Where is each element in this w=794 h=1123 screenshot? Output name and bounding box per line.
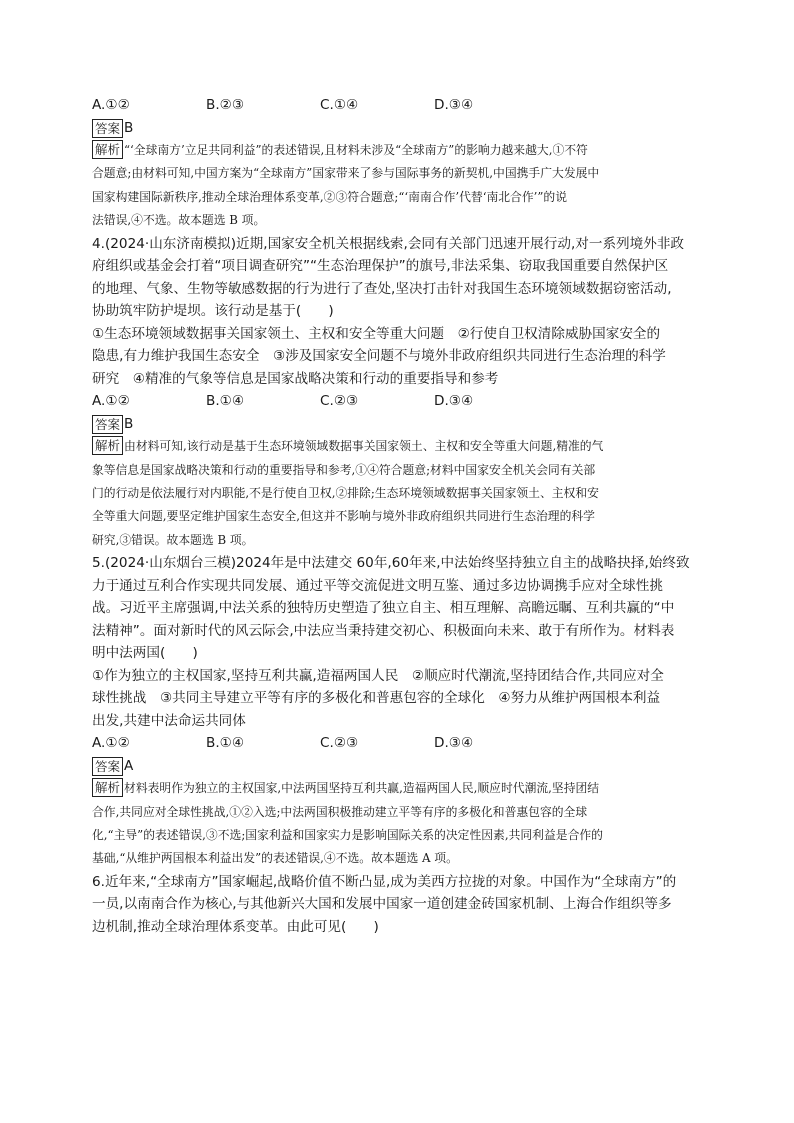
statement-line: 研究 ④精准的气象等信息是国家战略决策和行动的重要指导和参考 — [92, 370, 499, 387]
statement-line: 隐患,有力维护我国生态安全 ③涉及国家安全问题不与境外非政府组织共同进行生态治理的科学 — [92, 348, 666, 365]
explanation-line: 由材料可知,该行动是基于生态环境领域数据事关国家领土、主权和安全等重大问题,精准的气 — [124, 439, 604, 454]
explanation-line: “‘全球南方’立足共同利益”的表述错误,且材料未涉及“全球南方”的影响力越来越大,①不符 — [124, 143, 588, 157]
explanation-line: 全等重大问题,要坚定维护国家生态安全,但这并不影响与境外非政府组织共同进行生态治理的科学 — [92, 509, 595, 524]
stem-line: 的地理、气象、生物等敏感数据的行为进行了查处,坚决打击针对我国生态环境领域数据窃密活动, — [92, 280, 672, 297]
statement-line: 出发,共建中法命运共同体 — [92, 712, 246, 729]
answer-label: 答案 — [92, 119, 123, 138]
q4-option-a[interactable]: A.①② — [92, 393, 130, 410]
explanation-label: 解析 — [92, 778, 123, 797]
q5-stem — [92, 552, 712, 665]
q5-statements — [92, 665, 712, 733]
statement-line: ①作为独立的主权国家,坚持互利共赢,造福两国人民 ②顺应时代潮流,坚持团结合作,共同应对全 — [92, 667, 664, 684]
q5-option-a[interactable]: A.①② — [92, 735, 130, 752]
q3-explanation — [92, 139, 712, 233]
q3-answer — [92, 117, 712, 139]
explanation-line: 合作,共同应对全球性挑战,①②入选;中法两国积极推动建立平等有序的多极化和普惠包容的全球 — [92, 804, 588, 819]
stem-line: 战。习近平主席强调,中法关系的独特历史塑造了独立自主、相互理解、高瞻远瞩、互利共赢的“中 — [92, 600, 675, 617]
stem-line: 5.(2024·山东烟台三模)2024年是中法建交 60年,60年来,中法始终坚持独立自主的战略抉择,始终致 — [92, 555, 690, 572]
stem-line: 边机制,推动全球治理体系变革。由此可见( ) — [92, 918, 379, 935]
stem-line: 府组织或基金会打着“项目调查研究”“生态治理保护”的旗号,非法采集、窃取我国重要自然保护区 — [92, 258, 669, 275]
statement-line: 球性挑战 ③共同主导建立平等有序的多极化和普惠包容的全球化 ④努力从维护两国根本利益 — [92, 690, 661, 707]
q3-option-a[interactable]: A.①② — [92, 97, 130, 113]
explanation-label: 解析 — [92, 436, 123, 455]
q6-stem — [92, 871, 712, 939]
explanation-line: 国家构建国际新秩序,推动全球治理体系变革,②③符合题意;“‘南南合作’代替‘南北合作’”的说 — [92, 189, 568, 204]
q4-option-d[interactable]: D.③④ — [434, 393, 474, 410]
stem-line: 4.(2024·山东济南模拟)近期,国家安全机关根据线索,会同有关部门迅速开展行动,对一系列境外非政 — [92, 235, 685, 252]
stem-line: 6.近年来,“全球南方”国家崛起,战略价值不断凸显,成为美西方拉拢的对象。中国作为“全球南方”的 — [92, 873, 677, 890]
explanation-line: 化,“主导”的表述错误,③不选;国家利益和国家实力是影响国际关系的决定性因素,共同利益是合作的 — [92, 827, 603, 842]
stem-line: 明中法两国( ) — [92, 645, 198, 662]
question-page — [92, 94, 712, 938]
q5-option-d[interactable]: D.③④ — [434, 735, 474, 752]
q4-options — [92, 390, 712, 412]
q5-option-c[interactable]: C.②③ — [320, 735, 359, 752]
explanation-label: 解析 — [92, 140, 123, 159]
q5-options — [92, 732, 712, 754]
q3-options — [92, 94, 712, 116]
q4-option-b[interactable]: B.①④ — [206, 393, 245, 410]
explanation-line: 象等信息是国家战略决策和行动的重要指导和参考,①④符合题意;材料中国家安全机关会同有关部 — [92, 462, 596, 477]
stem-line: 一员,以南南合作为核心,与其他新兴大国和发展中国家一道创建金砖国家机制、上海合作组织等多 — [92, 896, 672, 913]
explanation-line: 基础,“从维护两国根本利益出发”的表述错误,④不选。故本题选 A 项。 — [92, 851, 458, 866]
answer-value: B — [124, 120, 134, 136]
explanation-line: 材料表明作为独立的主权国家,中法两国坚持互利共赢,造福两国人民,顺应时代潮流,坚持团结 — [124, 781, 600, 796]
explanation-line: 研究,③错误。故本题选 B 项。 — [92, 532, 254, 547]
answer-value: A — [124, 758, 134, 775]
q4-explanation — [92, 435, 712, 552]
stem-line: 力于通过互利合作实现共同发展、通过平等交流促进文明互鉴、通过多边协调携手应对全球性挑 — [92, 577, 663, 594]
explanation-line: 合题意;由材料可知,中国方案为“全球南方”国家带来了参与国际事务的新契机,中国携手广大发展中 — [92, 166, 600, 181]
answer-label: 答案 — [92, 415, 123, 434]
q4-statements — [92, 323, 712, 391]
explanation-line: 门的行动是依法履行对内职能,不是行使自卫权,②排除;生态环境领域数据事关国家领土、主权和安 — [92, 485, 599, 500]
q5-explanation — [92, 777, 712, 871]
q3-option-b[interactable]: B.②③ — [206, 97, 245, 113]
q4-option-c[interactable]: C.②③ — [320, 393, 359, 410]
q3-option-c[interactable]: C.①④ — [320, 97, 359, 113]
stem-line: 协助筑牢防护堤坝。该行动是基于( ) — [92, 303, 334, 320]
q5-answer — [92, 755, 712, 777]
q4-answer — [92, 413, 712, 435]
statement-line: ①生态环境领域数据事关国家领土、主权和安全等重大问题 ②行使自卫权清除威胁国家安全的 — [92, 325, 661, 342]
stem-line: 法精神”。面对新时代的风云际会,中法应当秉持建交初心、积极面向未来、敢于有所作为。材料表 — [92, 622, 675, 639]
answer-value: B — [124, 416, 134, 433]
q3-option-d[interactable]: D.③④ — [434, 97, 474, 113]
q5-option-b[interactable]: B.①④ — [206, 735, 245, 752]
explanation-line: 法错误,④不选。故本题选 B 项。 — [92, 213, 266, 228]
q4-stem — [92, 233, 712, 323]
answer-label: 答案 — [92, 757, 123, 776]
